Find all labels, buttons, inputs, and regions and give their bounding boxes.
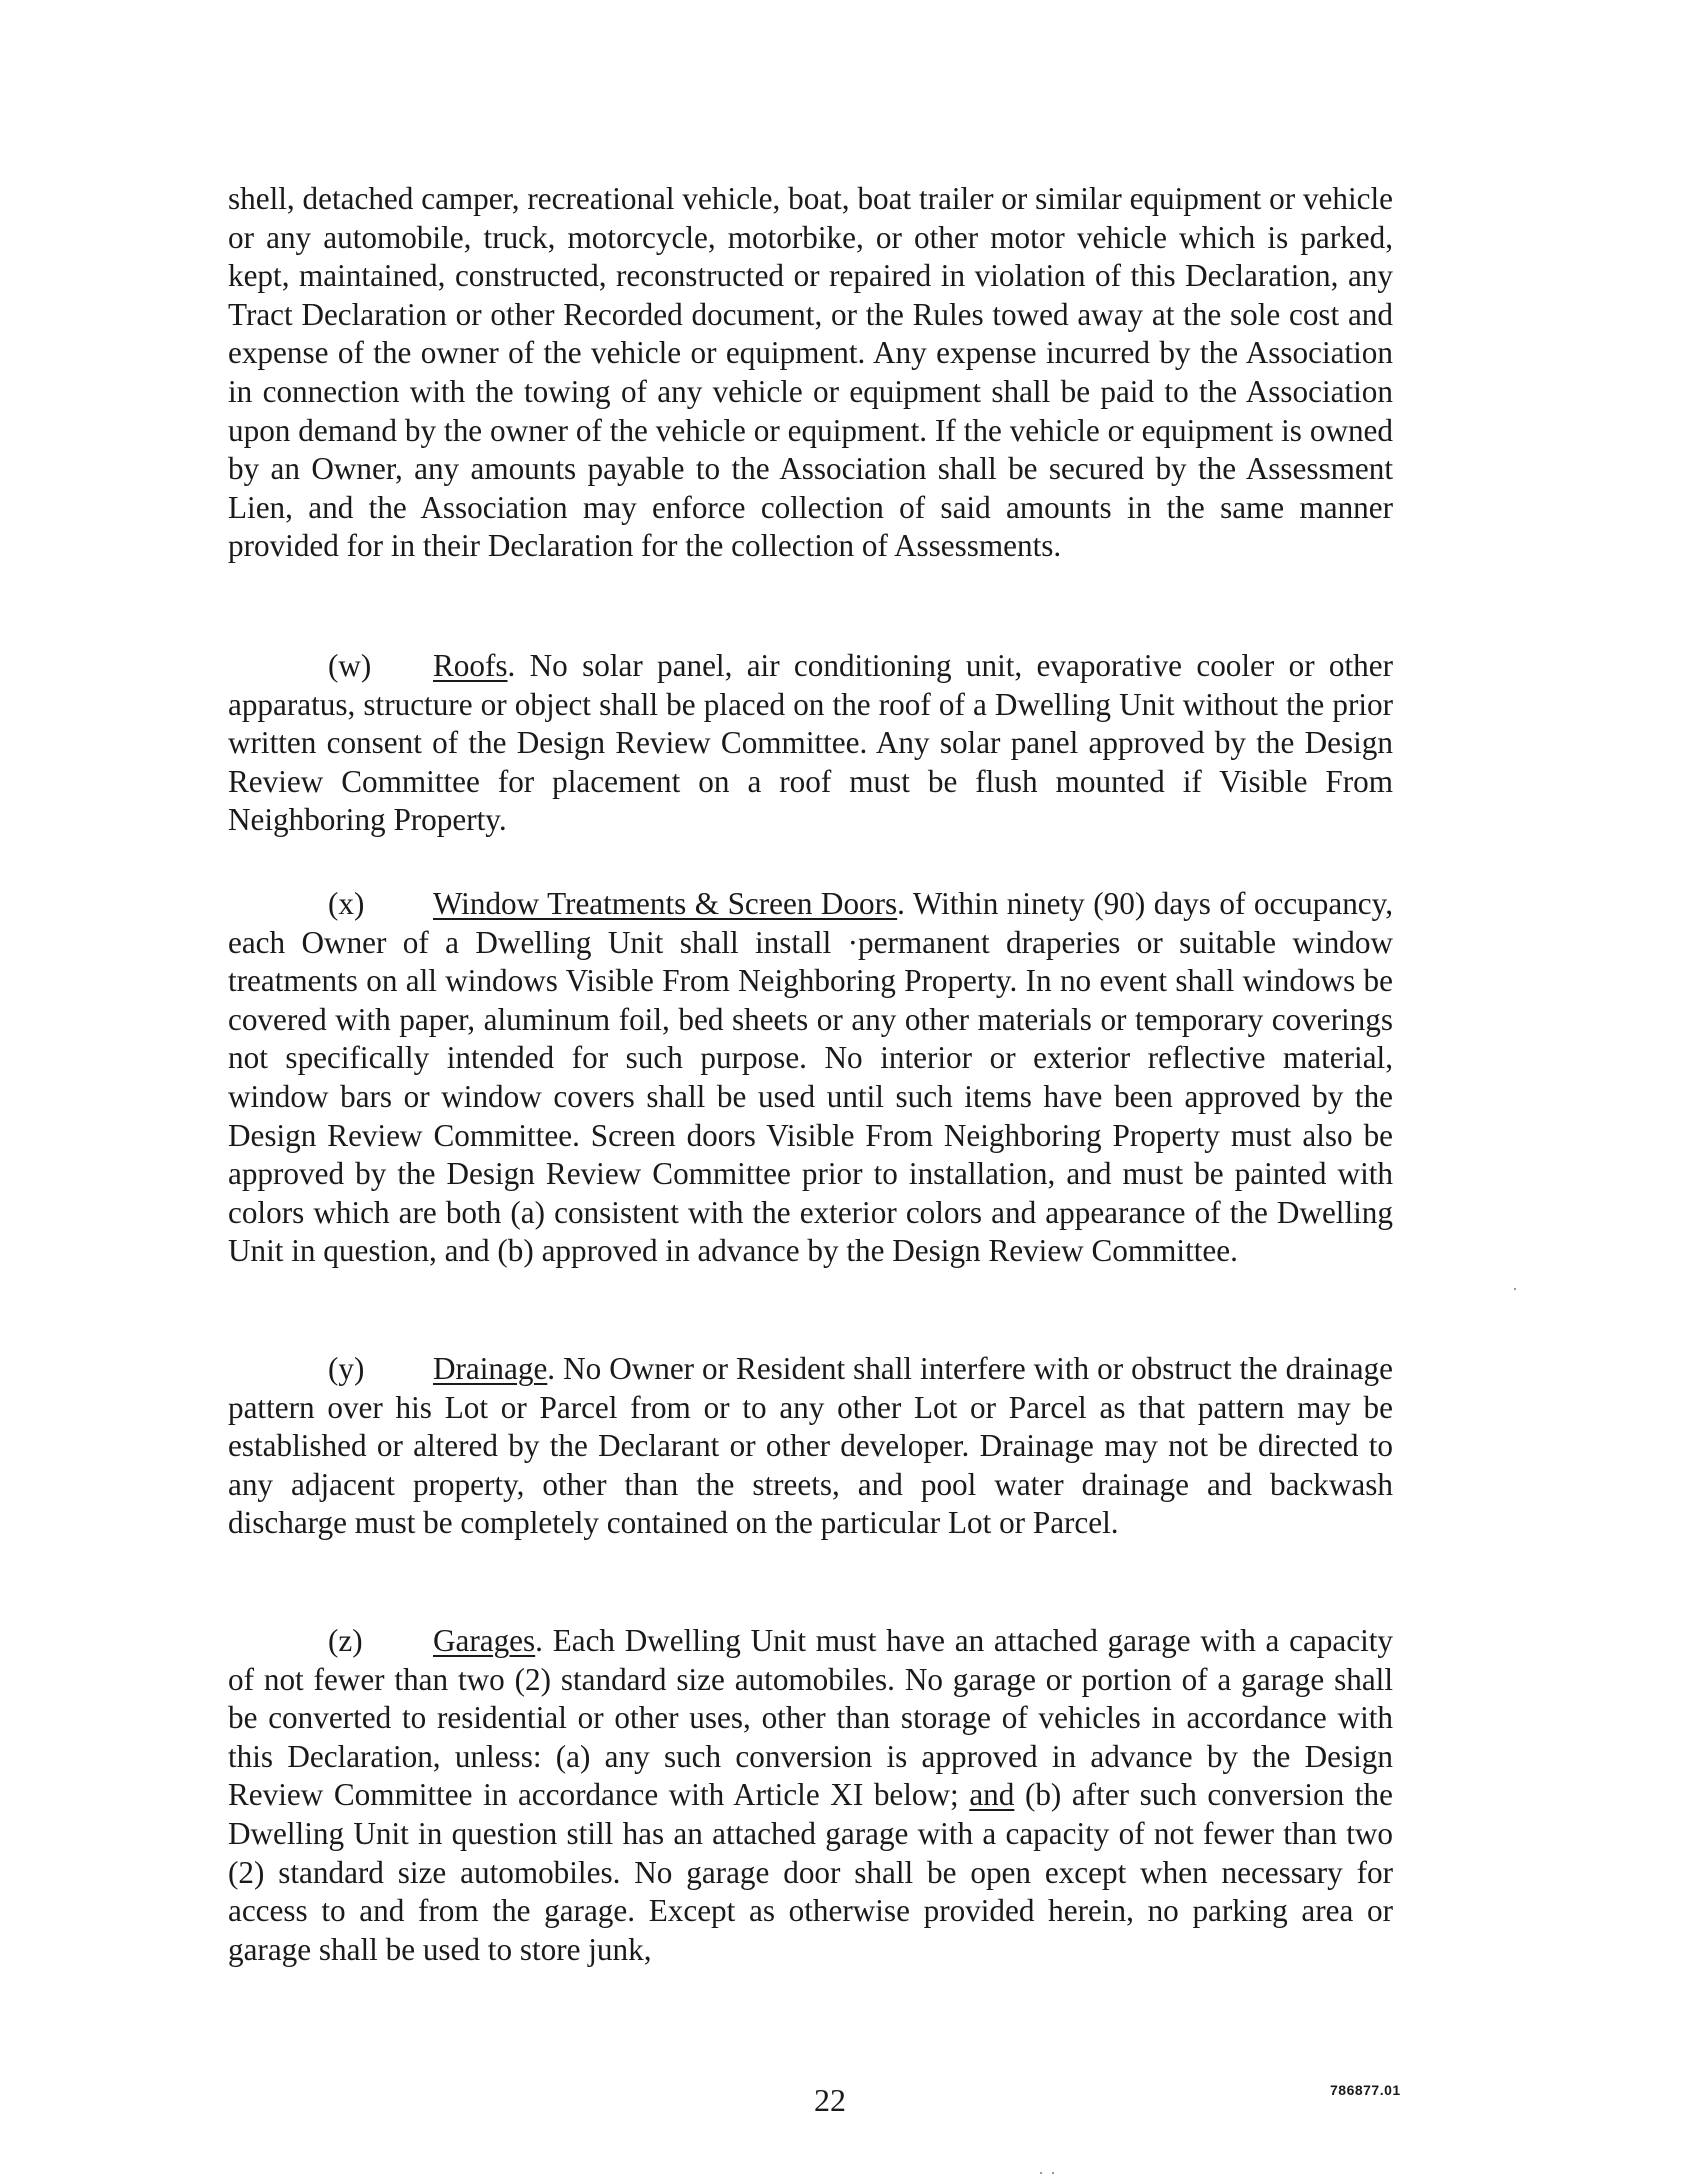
document-id: 786877.01: [1330, 2082, 1401, 2098]
section-x-marker: (x): [328, 886, 365, 921]
continuation-paragraph: [228, 180, 1393, 566]
section-x-text: . Within ninety (90) days of occupancy, each Owner of a Dwelling Unit shall install ·permanent draperies or suitable window treatments on all windows Visible From Neighboring Property. In no event shall windows be covered with paper, aluminum foil, bed sheets or any other materials or temporary coverings not specifically intended for such purpose. No interior or exterior reflective material, window bars or window covers shall be used until such items have been approved by the Design Review Committee. Screen doors Visible From Neighboring Property must also be approved by the Design Review Committee prior to installation, and must be painted with colors which are both (a) consistent with the exterior colors and appearance of the Dwelling Unit in question, and (b) approved in advance by the Design Review Committee.: [228, 886, 1393, 1269]
section-w-marker: (w): [328, 648, 372, 683]
section-y-paragraph: [228, 1350, 1393, 1543]
section-z-emphasis: and: [969, 1777, 1015, 1813]
section-z-marker: (z): [328, 1623, 363, 1658]
section-y-text: . No Owner or Resident shall interfere with or obstruct the drainage pattern over his Lot or Parcel from or to any other Lot or Parcel as that pattern may be established or altered by the Declarant or other developer. Drainage may not be directed to any adjacent property, other than the streets, and pool water drainage and backwash discharge must be completely contained on the particular Lot or Parcel.: [228, 1351, 1393, 1541]
section-y-marker: (y): [328, 1351, 365, 1386]
section-w-text: . No solar panel, air conditioning unit, evaporative cooler or other apparatus, structure or object shall be placed on the roof of a Dwelling Unit without the prior written consent of the Design Review Committee. Any solar panel approved by the Design Review Committee for placement on a roof must be flush mounted if Visible From Neighboring Property.: [228, 648, 1393, 838]
section-x-paragraph: [228, 885, 1393, 1271]
page-number: 22: [814, 2082, 846, 2118]
section-z-text-a: . Each Dwelling Unit must have an attached garage with a capacity of not fewer than two (2) standard size automobiles. No garage or portion of a garage shall be converted to residential or other uses, other than storage of vehicles in accordance with this Declaration, unless: (a) any such conversion is approved in advance by the Design Review Committee in accordance with Article XI below;: [228, 1623, 1393, 1813]
section-z-paragraph: [228, 1622, 1393, 1969]
section-y-heading: Drainage: [433, 1351, 548, 1386]
scan-speck: [1040, 2172, 1042, 2174]
section-z-heading: Garages: [433, 1623, 536, 1658]
section-x-heading: Window Treatments & Screen Doors: [433, 886, 898, 921]
continuation-text: shell, detached camper, recreational vehicle, boat, boat trailer or similar equipment or vehicle or any automobile, truck, motorcycle, motorbike, or other motor vehicle which is parked, kept, maintained, constructed, reconstructed or repaired in violation of this Declaration, any Tract Declaration or other Recorded document, or the Rules towed away at the sole cost and expense of the owner of the vehicle or equipment. Any expense incurred by the Association in connection with the towing of any vehicle or equipment shall be paid to the Association upon demand by the owner of the vehicle or equipment. If the vehicle or equipment is owned by an Owner, any amounts payable to the Association shall be secured by the Assessment Lien, and the Association may enforce collection of said amounts in the same manner provided for in their Declaration for the collection of Assessments.: [228, 181, 1393, 564]
scan-speck: [1514, 1288, 1516, 1290]
section-w-paragraph: [228, 647, 1393, 840]
section-w-heading: Roofs: [433, 648, 508, 683]
scan-speck: [1052, 2172, 1054, 2174]
section-z-text-b: (b) after such conversion the Dwelling Unit in question still has an attached garage with a capacity of not fewer than two (2) standard size automobiles. No garage door shall be open except when necessary for access to and from the garage. Except as otherwise provided herein, no parking area or garage shall be used to store junk,: [228, 1777, 1393, 1967]
